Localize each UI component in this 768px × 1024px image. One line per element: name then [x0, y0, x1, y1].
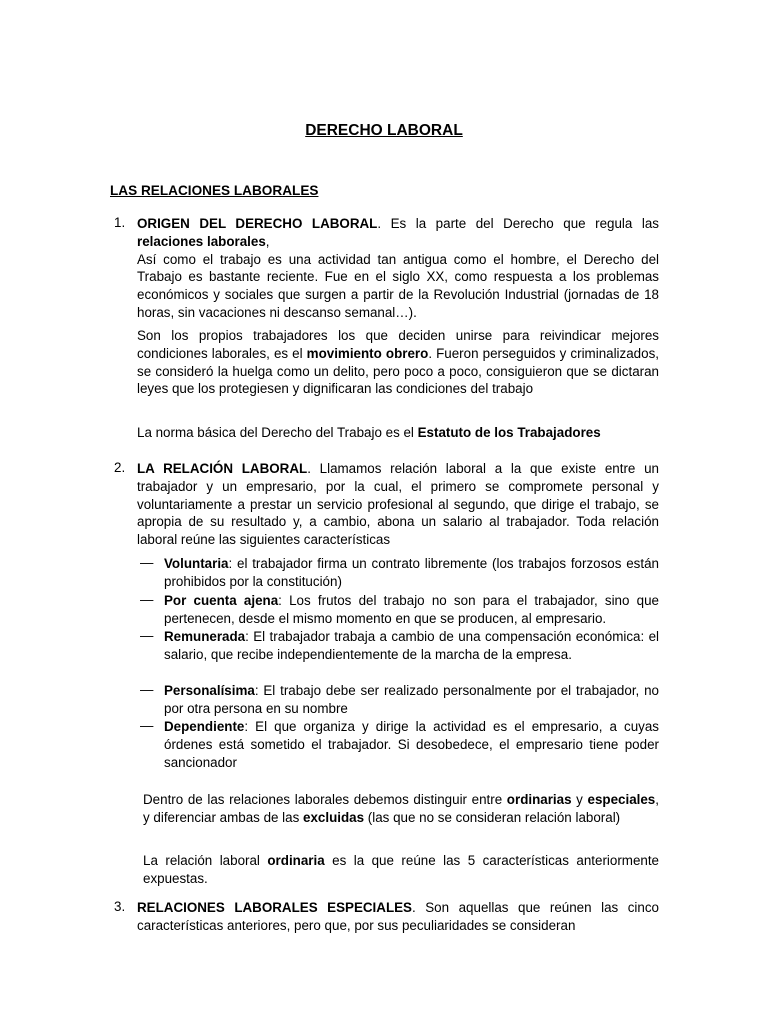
bullet-item-dependiente: Dependiente: El que organiza y dirige la actividad es el empresario, a cuyas órdenes está sometido el trabajador. Si desobedece, el empresario tiene poder sancionador: [164, 719, 659, 770]
section-3-number: 3.: [114, 899, 126, 914]
section-2-heading: LA RELACIÓN LABORAL: [137, 461, 308, 476]
bullet-item-remunerada: Remunerada: El trabajador trabaja a cambio de una compensación económica: el salario, que recibe independientemente de la marcha de la empresa.: [164, 629, 659, 662]
section-1-heading: ORIGEN DEL DERECHO LABORAL: [137, 216, 378, 231]
section-subtitle: LAS RELACIONES LABORALES: [110, 183, 319, 198]
bullet-dash: —: [140, 592, 154, 607]
section-3-body: RELACIONES LABORALES ESPECIALES. Son aquellas que reúnen las cinco características anteriores, pero que, por sus peculiaridades se consideran: [137, 900, 659, 933]
section-1-paragraph: Así como el trabajo es una actividad tan antigua como el hombre, el Derecho del Trabajo es bastante reciente. Fue en el siglo XX, como respuesta a los problemas económicos y sociales que surgen a partir de la Revolución Industrial (jornadas de 18 horas, sin vacaciones ni descanso semanal…).: [137, 251, 659, 320]
bullet-dash: —: [140, 682, 154, 697]
section-1-number: 1.: [114, 215, 126, 230]
bullet-item-por-cuenta-ajena: Por cuenta ajena: Los frutos del trabajo no son para el trabajador, sino que pertenecen, desde el mismo momento en que se producen, al empresario.: [164, 593, 659, 626]
section-1-paragraph-2: Son los propios trabajadores los que deciden unirse para reivindicar mejores condiciones laborales, es el movimiento obrero. Fueron perseguidos y criminalizados, se consideró la huelga como un delito, pero poco a poco, consiguieron que se dictaran leyes que los protegiesen y dignificaran las condiciones del trabajo: [137, 328, 659, 397]
section-1-intro: ORIGEN DEL DERECHO LABORAL. Es la parte del Derecho que regula las relaciones laborales,: [137, 216, 659, 249]
section-2-paragraph-2: Dentro de las relaciones laborales debemos distinguir entre ordinarias y especiales, y diferenciar ambas de las excluidas (las que no se consideran relación laboral): [143, 792, 659, 826]
bullet-dash: —: [140, 555, 154, 570]
section-2-paragraph-3: La relación laboral ordinaria es la que reúne las 5 características anteriormente expuestas.: [143, 853, 660, 887]
document-title: DERECHO LABORAL: [305, 122, 463, 139]
section-1-body: [137, 215, 659, 322]
section-2-body: LA RELACIÓN LABORAL. Llamamos relación laboral a la que existe entre un trabajador y un empresario, por la cual, el primero se compromete personal y voluntariamente a prestar un servicio profesional al segundo, que dirige el trabajo, se apropia de su resultado y, a cambio, abona un salario al trabajador. Toda relación laboral reúne las siguientes características: [137, 461, 659, 548]
section-1-paragraph-3: La norma básica del Derecho del Trabajo es el Estatuto de los Trabajadores: [137, 425, 601, 440]
bullet-item-voluntaria: Voluntaria: el trabajador firma un contrato libremente (los trabajos forzosos están prohibidos por la constitución): [164, 556, 659, 589]
bullet-item-personalisima: Personalísima: El trabajo debe ser realizado personalmente por el trabajador, no por otra persona en su nombre: [164, 683, 659, 716]
bullet-dash: —: [140, 628, 154, 643]
section-2-number: 2.: [114, 460, 126, 475]
section-3-heading: RELACIONES LABORALES ESPECIALES: [137, 900, 412, 915]
bullet-dash: —: [140, 718, 154, 733]
